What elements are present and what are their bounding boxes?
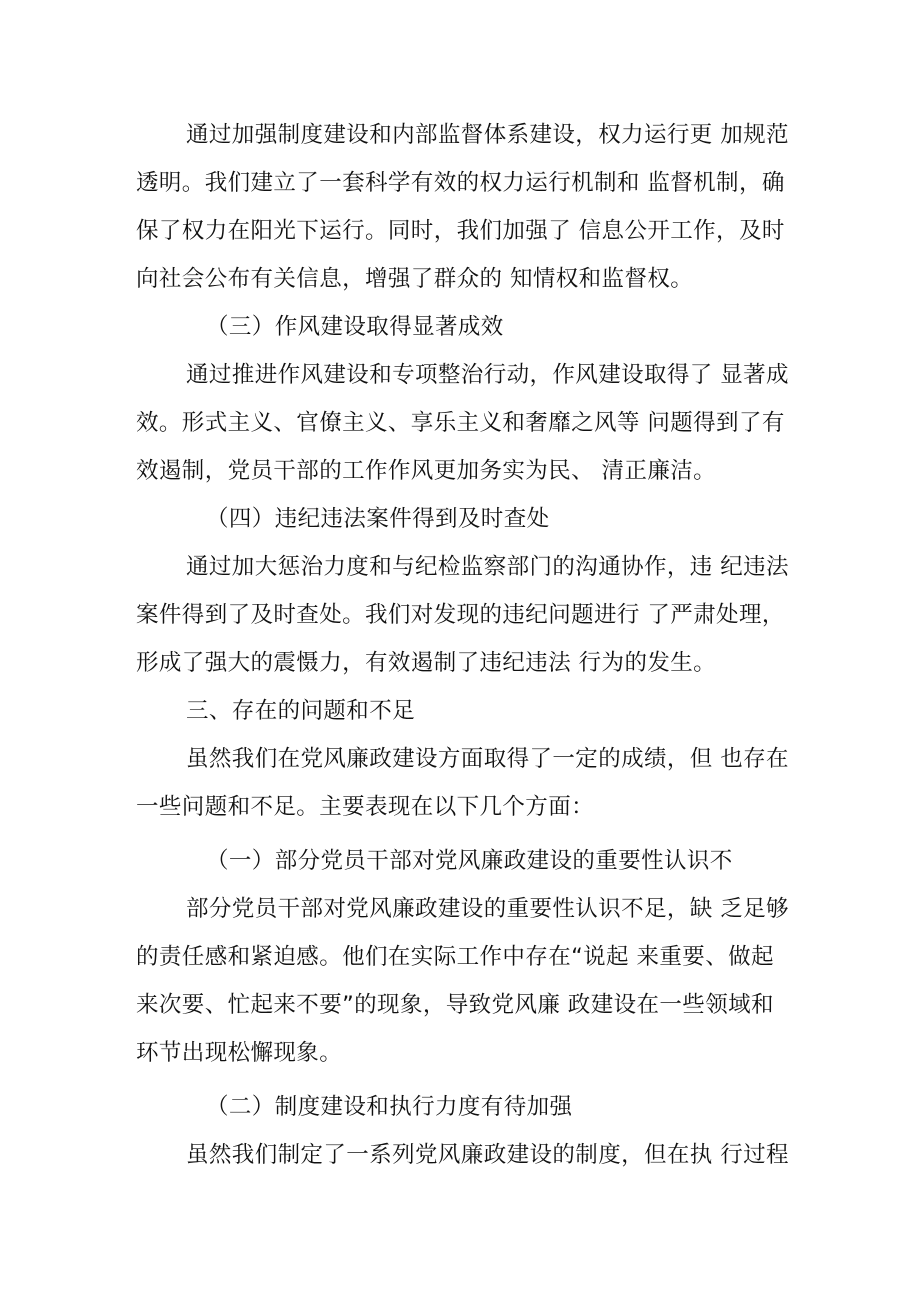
chapter-heading-3: 三、存在的问题和不足 [186, 698, 416, 724]
body-line-10: 形成了强大的震慑力，有效遏制了违纪违法 行为的发生。 [136, 650, 717, 676]
body-line-12: 一些问题和不足。主要表现在以下几个方面： [136, 794, 595, 820]
body-line-9: 案件得到了及时查处。我们对发现的违纪问题进行 了严肃处理， [136, 602, 785, 628]
body-line-6: 效。形式主义、官僚主义、享乐主义和奢靡之风等 问题得到了有 [136, 410, 785, 436]
body-line-3: 保了权力在阳光下运行。同时，我们加强了 信息公开工作，及时 [136, 218, 785, 244]
body-line-1: 通过加强制度建设和内部监督体系建设，权力运行更 加规范 [186, 122, 789, 148]
body-line-2: 透明。我们建立了一套科学有效的权力运行机制和 监督机制，确 [136, 170, 785, 196]
body-line-5: 通过推进作风建设和专项整治行动，作风建设取得了 显著成 [186, 362, 789, 388]
section-heading-4: （四）违纪违法案件得到及时查处 [206, 506, 550, 532]
section-heading-1: （一）部分党员干部对党风廉政建设的重要性认识不 [206, 848, 733, 874]
body-line-14: 的责任感和紧迫感。他们在实际工作中存在“说起 来重要、做起 [136, 944, 774, 970]
body-line-4: 向社会公布有关信息，增强了群众的 知情权和监督权。 [136, 266, 694, 292]
body-line-17: 虽然我们制定了一系列党风廉政建设的制度，但在执 行过程 [186, 1142, 789, 1168]
body-line-13: 部分党员干部对党风廉政建设的重要性认识不足，缺 乏足够 [186, 896, 789, 922]
body-line-16: 环节出现松懈现象。 [136, 1040, 343, 1066]
body-line-7: 效遏制，党员干部的工作作风更加务实为民、 清正廉洁。 [136, 458, 717, 484]
section-heading-2: （二）制度建设和执行力度有待加强 [206, 1094, 573, 1120]
body-line-15: 来次要、忙起来不要”的现象，导致党风廉 政建设在一些领域和 [136, 992, 774, 1018]
body-line-11: 虽然我们在党风廉政建设方面取得了一定的成绩，但 也存在 [186, 746, 789, 772]
body-line-8: 通过加大惩治力度和与纪检监察部门的沟通协作，违 纪违法 [186, 554, 789, 580]
section-heading-3: （三）作风建设取得显著成效 [206, 314, 504, 340]
